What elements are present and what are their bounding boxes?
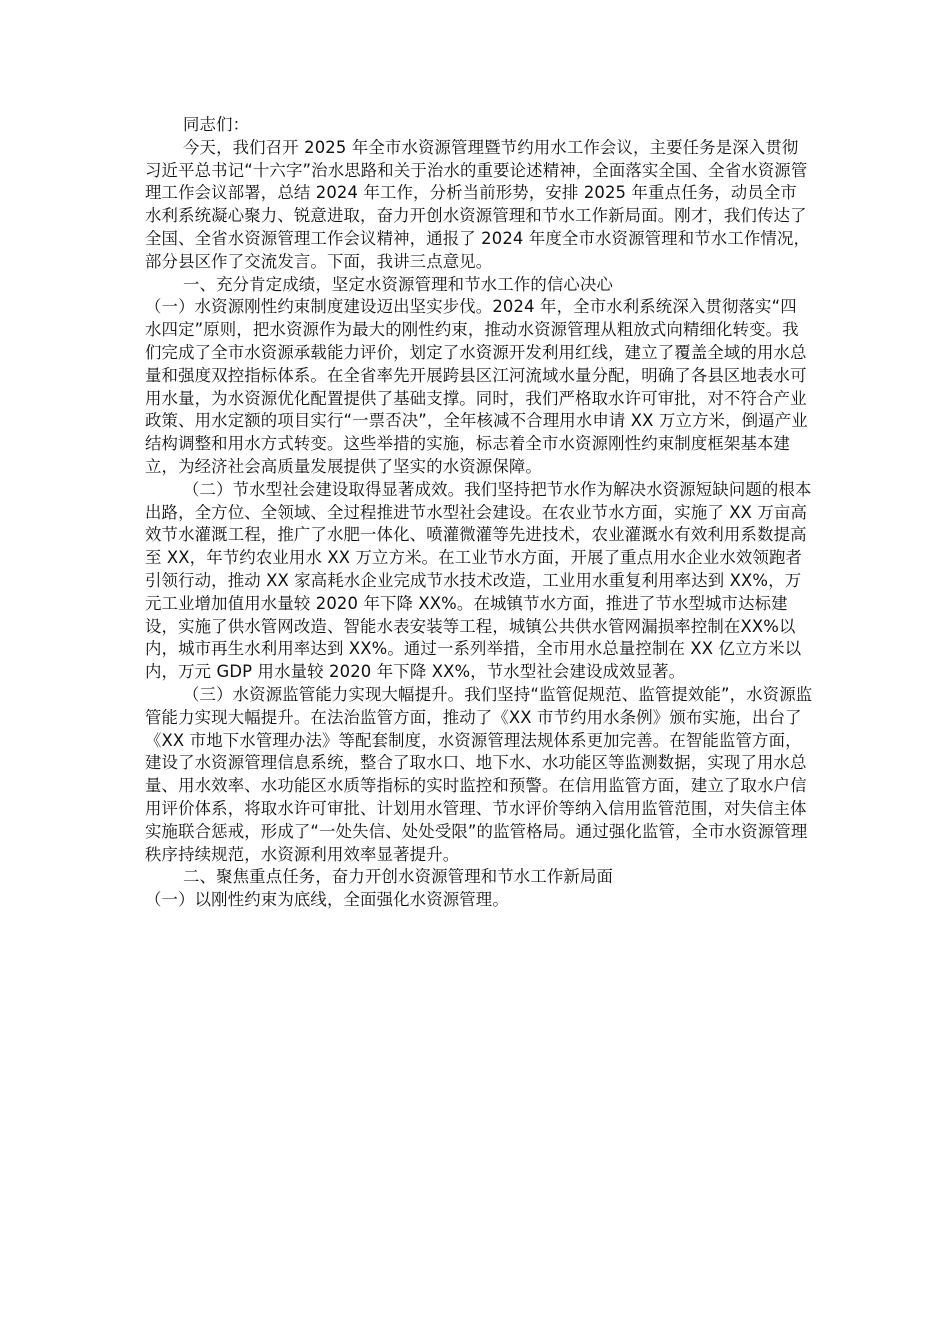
paragraph-1-3: （三）水资源监管能力实现大幅提升。我们坚持“监管促规范、监管提效能”，水资源监管能力实现大幅提升。在法治监管方面，推动了《XX 市节约用水条例》颁布实施，出台了《XX 市地下水管理办法》等配套制度，水资源管理法规体系更加完善。在智能监管方面，建设了水资源管理信息系统，整合了取水口、地下水、水功能区等监测数据，实现了用水总量、用水效率、水功能区水质等指标的实时监控和预警。在信用监管方面，建立了取水户信用评价体系，将取水许可审批、计划用水管理、节水评价等纳入信用监管范围，对失信主体实施联合惩戒，形成了“一处失信、处处受限”的监管格局。通过强化监管，全市水资源管理秩序持续规范，水资源利用效率显著提升。 (145, 684, 813, 864)
section-heading-2: 二、聚焦重点任务，奋力开创水资源管理和节水工作新局面 (183, 867, 614, 887)
salutation: 同志们： (183, 115, 250, 134)
section-heading-1: 一、充分肯定成绩，坚定水资源管理和节水工作的信心决心 (183, 274, 614, 294)
paragraph-2-1: （一）以刚性约束为底线，全面强化水资源管理。 (145, 890, 509, 910)
paragraph-1-1: （一）水资源刚性约束制度建设迈出坚实步伐。2024 年，全市水利系统深入贯彻落实“四水四定”原则，把水资源作为最大的刚性约束，推动水资源管理从粗放式向精细化转变。我们完成了全市水资源承载能力评价，划定了水资源开发利用红线，建立了覆盖全域的用水总量和强度双控指标体系。在全省率先开展跨县区江河流域水量分配，明确了各县区地表水可用水量，为水资源优化配置提供了基础支撑。同时，我们严格取水许可审批，对不符合产业政策、用水定额的项目实行“一票否决”，全年核减不合理用水申请 XX 万立方米，倒逼产业结构调整和用水方式转变。这些举措的实施，标志着全市水资源刚性约束制度框架基本建立，为经济社会高质量发展提供了坚实的水资源保障。 (145, 297, 808, 476)
document-body (145, 114, 813, 912)
paragraph-intro: 今天，我们召开 2025 年全市水资源管理暨节约用水工作会议，主要任务是深入贯彻习近平总书记“十六字”治水思路和关于治水的重要论述精神，全面落实全国、全省水资源管理工作会议部署，总结 2024 年工作，分析当前形势，安排 2025 年重点任务，动员全市水利系统凝心聚力、锐意进取，奋力开创水资源管理和节水工作新局面。刚才，我们传达了全国、全省水资源管理工作会议精神，通报了 2024 年度全市水资源管理和节水工作情况，部分县区作了交流发言。下面，我讲三点意见。 (145, 137, 811, 271)
paragraph-1-2: （二）节水型社会建设取得显著成效。我们坚持把节水作为解决水资源短缺问题的根本出路，全方位、全领域、全过程推进节水型社会建设。在农业节水方面，实施了 XX 万亩高效节水灌溉工程，推广了水肥一体化、喷灌微灌等先进技术，农业灌溉水有效利用系数提高至 XX，年节约农业用水 XX 万立方米。在工业节水方面，开展了重点用水企业水效领跑者引领行动，推动 XX 家高耗水企业完成节水技术改造，工业用水重复利用率达到 XX%，万元工业增加值用水量较 2020 年下降 XX%。在城镇节水方面，推进了节水型城市达标建设，实施了供水管网改造、智能水表安装等工程，城镇公共供水管网漏损率控制在XX%以内，城市再生水利用率达到 XX%。通过一系列举措，全市用水总量控制在 XX 亿立方米以内，万元 GDP 用水量较 2020 年下降 XX%，节水型社会建设成效显著。 (145, 479, 812, 682)
